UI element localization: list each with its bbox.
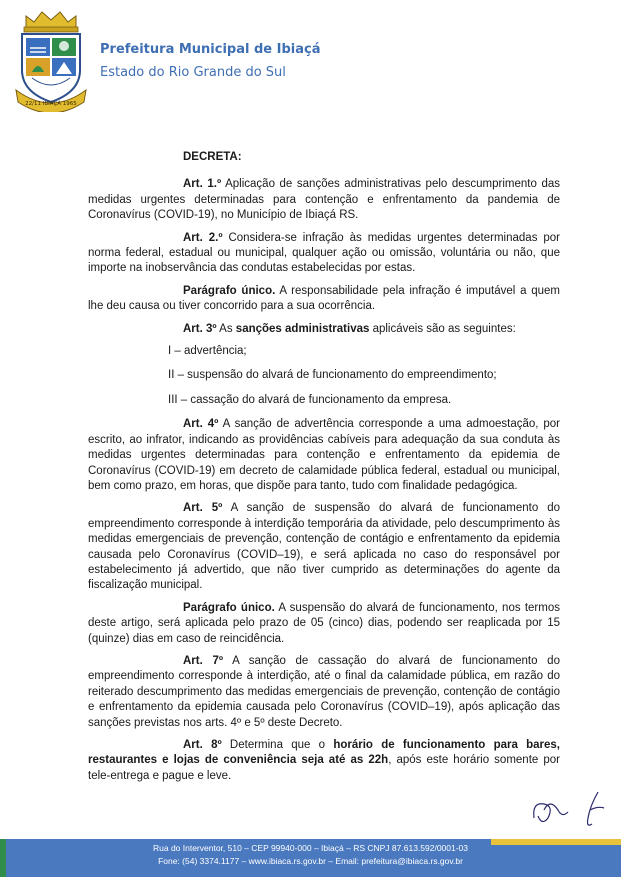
article-3-label: Art. 3º bbox=[183, 322, 217, 335]
article-8 bbox=[88, 738, 560, 784]
list-item: II – suspensão do alvará de funcionamento do empreendimento; bbox=[168, 369, 497, 382]
municipal-crest-icon bbox=[12, 8, 90, 112]
municipality-title: Prefeitura Municipal de Ibiaçá bbox=[100, 42, 321, 57]
article-1-text: Aplicação de sanções administrativas pelo descumprimento das medidas urgentes determinadas para contenção e enfrentamento da pandemia de Coronavírus (COVID-19), no Município de Ibiaçá RS. bbox=[88, 178, 560, 222]
article-1 bbox=[88, 177, 560, 223]
article-8-label: Art. 8º bbox=[183, 739, 222, 751]
footer-address: Rua do Interventor, 510 – CEP 99940-000 – Ibiaçá – RS CNPJ 87.613.592/0001-03 bbox=[152, 843, 469, 853]
article-7-text: A sanção de cassação do alvará de funcionamento do empreendimento corresponde à interdição, até o final da calamidade pública, em razão do reiterado descumprimento das medidas emergenciais de prevenção, contenção de contágio e enfrentamento da epidemia causada pelo Coronavírus (COVID–19), após aplicação das sanções previstas nos arts. 4º e 5º deste Decreto. bbox=[88, 654, 560, 729]
article-3-emphasis: sanções administrativas bbox=[235, 322, 370, 335]
article-1-label: Art. 1.º bbox=[183, 178, 222, 191]
article-8-text: , após este horário somente por tele-entrega e pague e leve. bbox=[88, 754, 560, 782]
article-4 bbox=[88, 417, 560, 494]
article-7-label: Art. 7º bbox=[183, 654, 224, 667]
article-2-label: Art. 2.º bbox=[183, 231, 223, 244]
paragraph-unico-2-text: A suspensão do alvará de funcionamento, nos termos deste artigo, será aplicada pelo prazo de 05 (cinco) dias, podendo ser reaplicada por 15 (quinze) dias em caso de reincidência. bbox=[88, 601, 560, 645]
article-7 bbox=[88, 654, 560, 731]
decree-body bbox=[88, 150, 560, 791]
article-3-mid: As bbox=[216, 322, 236, 335]
paragraph-unico-2 bbox=[88, 601, 560, 647]
article-5-text: A sanção de suspensão do alvará de funcionamento do empreendimento corresponde à interdição temporária da atividade, pelo descumprimento às medidas emergenciais de prevenção, contenção de contágio e enfrentamento da epidemia causada pelo Coronavírus (COVID–19), e será aplicada no caso do responsável por estabelecimento já advertido, que não tiver cumprido as determinações do agente da fiscalização municipal. bbox=[88, 502, 560, 592]
svg-text:22/11 IBIAÇÁ 1965: 22/11 IBIAÇÁ 1965 bbox=[25, 101, 77, 107]
article-5-label: Art. 5º bbox=[183, 502, 223, 515]
article-8-mid: Determina que o bbox=[221, 739, 334, 751]
article-8-emphasis: horário de funcionamento para bares, restaurantes e lojas de conveniência seja até as 22h bbox=[88, 739, 560, 767]
state-subtitle: Estado do Rio Grande do Sul bbox=[100, 65, 286, 80]
page-footer bbox=[0, 839, 621, 877]
decreta-heading: DECRETA: bbox=[183, 151, 242, 163]
article-2-text: Considera-se infração às medidas urgentes determinadas por norma federal, estadual ou municipal, qualquer ação ou omissão, voluntária ou não, que importe na inobservância das condutas estabelecidas por estas. bbox=[88, 231, 560, 275]
paragraph-unico-2-label: Parágrafo único. bbox=[183, 601, 275, 614]
article-5 bbox=[88, 501, 560, 593]
article-4-label: Art. 4º bbox=[183, 418, 219, 431]
article-3-text: aplicáveis são as seguintes: bbox=[369, 322, 516, 335]
list-item: I – advertência; bbox=[168, 345, 247, 358]
list-item: III – cassação do alvará de funcionamento da empresa. bbox=[168, 393, 452, 406]
paragraph-unico-1 bbox=[88, 284, 560, 315]
paragraph-unico-1-text: A responsabilidade pela infração é imputável a quem lhe deu causa ou tiver concorrido para a sua ocorrência. bbox=[88, 284, 560, 313]
article-4-text: A sanção de advertência corresponde a uma admoestação, por escrito, ao infrator, indicando as providências cabíveis para adequação da sua conduta às medidas urgentes determinadas para contenção e enfrentamento da epidemia de Coronavírus (COVID-19) em decreto de calamidade pública federal, estadual ou municipal, bem como prazo, em horas, que dispõe para tanto, tudo com finalidade pedagógica. bbox=[88, 418, 560, 492]
paragraph-unico-1-label: Parágrafo único. bbox=[183, 284, 276, 297]
footer-contact: Fone: (54) 3374.1177 – www.ibiaca.rs.gov.br – Email: prefeitura@ibiaca.rs.gov.br bbox=[158, 856, 463, 866]
signature-icon bbox=[528, 788, 614, 830]
article-2 bbox=[88, 231, 560, 277]
article-3 bbox=[88, 322, 560, 337]
